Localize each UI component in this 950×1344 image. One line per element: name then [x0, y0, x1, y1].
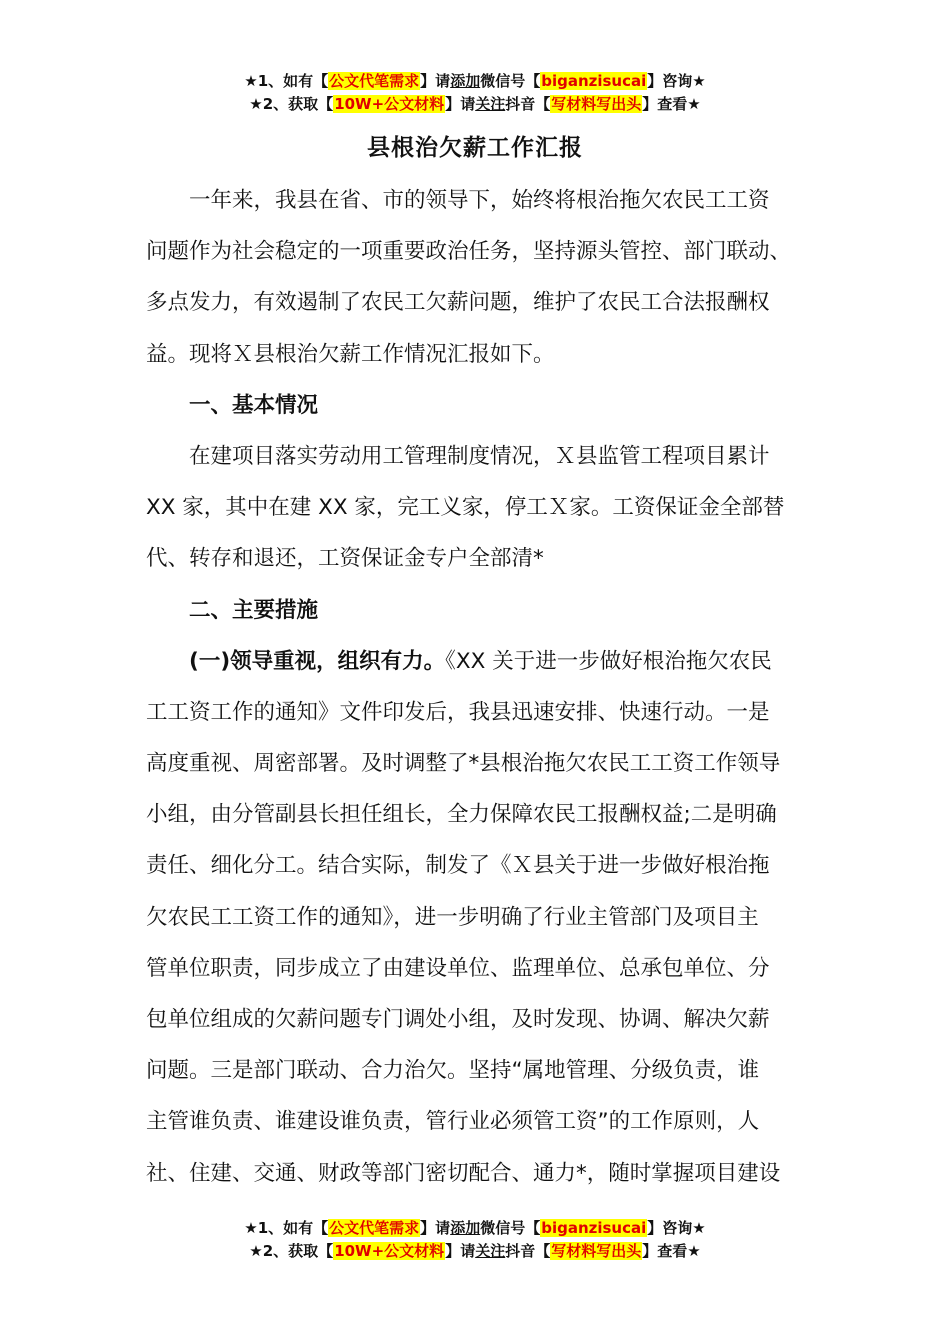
highlight-wechat-id: biganzisucai: [541, 72, 647, 90]
star-icon: ★: [244, 1219, 258, 1237]
section-heading-basic: 一、基本情况: [189, 392, 319, 418]
paragraph-line: 多点发力，有效遏制了农民工欠薪问题，维护了农民工合法报酬权: [146, 290, 770, 316]
banner-text: 】请: [445, 1242, 476, 1260]
banner-underlined-text: 添加: [450, 72, 481, 90]
banner-line-2: [0, 93, 950, 116]
star-icon: ★: [244, 72, 258, 90]
bottom-banner: [0, 1217, 950, 1263]
section-heading-measures: 二、主要措施: [189, 597, 319, 623]
paragraph-line: 工工资工作的通知》文件印发后，我县迅速安排、快速行动。一是: [146, 699, 770, 725]
paragraph-line: 高度重视、周密部署。及时调整了*县根治拖欠农民工工资工作领导: [146, 751, 781, 777]
paragraph-line: 欠农民工工资工作的通知》，进一步明确了行业主管部门及项目主: [146, 904, 759, 930]
paragraph-line: 包单位组成的欠薪问题专门调处小组，及时发现、协调、解决欠薪: [146, 1007, 770, 1032]
paragraph-line: 一年来，我县在省、市的领导下，始终将根治拖欠农民工工资: [189, 188, 770, 213]
banner-text: 1、如有【: [257, 1219, 329, 1237]
highlight-service: 公文代笔需求: [329, 72, 420, 90]
subsection-heading: (一)领导重视，组织有力。: [189, 648, 446, 674]
banner-text: 微信号【: [480, 72, 541, 90]
paragraph-line: 社、住建、交通、财政等部门密切配合、通力*，随时掌握项目建设: [146, 1160, 781, 1186]
paragraph-line: 问题。三是部门联动、合力治欠。坚持“属地管理、分级负责，谁: [146, 1058, 760, 1084]
banner-underlined-text: 关注: [475, 1242, 506, 1260]
paragraph-line: [146, 636, 806, 687]
banner-line-2: [0, 1240, 950, 1263]
paragraph-text: 《XX 关于进一步做好根治拖欠农民: [445, 648, 772, 674]
banner-text: 】咨询★: [647, 72, 706, 90]
paragraph-line: 问题作为社会稳定的一项重要政治任务，坚持源头管控、部门联动、: [146, 239, 792, 265]
highlight-douyin-account: 写材料写出头: [551, 1242, 642, 1260]
document-body: [146, 175, 806, 1199]
paragraph-line: 益。现将Ｘ县根治欠薪工作情况汇报如下。: [146, 341, 555, 367]
banner-text: 抖音【: [505, 95, 551, 113]
star-icon: ★: [249, 95, 263, 113]
banner-underlined-text: 关注: [475, 95, 506, 113]
highlight-materials: 10W+公文材料: [334, 1242, 445, 1260]
banner-text: 微信号【: [480, 1219, 541, 1237]
highlight-wechat-id: biganzisucai: [541, 1219, 647, 1237]
banner-text: 2、获取【: [262, 1242, 334, 1260]
highlight-materials: 10W+公文材料: [334, 95, 445, 113]
banner-underlined-text: 添加: [450, 1219, 481, 1237]
banner-text: 】请: [420, 1219, 451, 1237]
paragraph-line: 管单位职责，同步成立了由建设单位、监理单位、总承包单位、分: [146, 955, 770, 981]
banner-text: 】咨询★: [647, 1219, 706, 1237]
banner-text: 抖音【: [505, 1242, 551, 1260]
banner-text: 】查看★: [642, 95, 701, 113]
paragraph-line: XX 家，其中在建 XX 家，完工义家，停工Ｘ家。工资保证金全部替: [146, 495, 785, 521]
banner-line-1: [0, 1217, 950, 1240]
banner-text: 】请: [445, 95, 476, 113]
paragraph-line: 主管谁负责、谁建设谁负责，管行业必须管工资”的工作原则，人: [146, 1109, 760, 1135]
paragraph-line: 在建项目落实劳动用工管理制度情况，Ｘ县监管工程项目累计: [189, 443, 770, 469]
paragraph-line: 责任、细化分工。结合实际，制发了《Ｘ县关于进一步做好根治拖: [146, 853, 770, 879]
banner-line-1: [0, 70, 950, 93]
highlight-service: 公文代笔需求: [329, 1219, 420, 1237]
banner-text: 2、获取【: [262, 95, 334, 113]
highlight-douyin-account: 写材料写出头: [551, 95, 642, 113]
paragraph-line: 代、转存和退还，工资保证金专户全部清*: [146, 546, 544, 572]
document-title: 县根治欠薪工作汇报: [367, 135, 583, 161]
banner-text: 】查看★: [642, 1242, 701, 1260]
paragraph-line: 小组，由分管副县长担任组长，全力保障农民工报酬权益;二是明确: [146, 802, 777, 828]
banner-text: 1、如有【: [257, 72, 329, 90]
top-banner: [0, 70, 950, 116]
banner-text: 】请: [420, 72, 451, 90]
star-icon: ★: [249, 1242, 263, 1260]
